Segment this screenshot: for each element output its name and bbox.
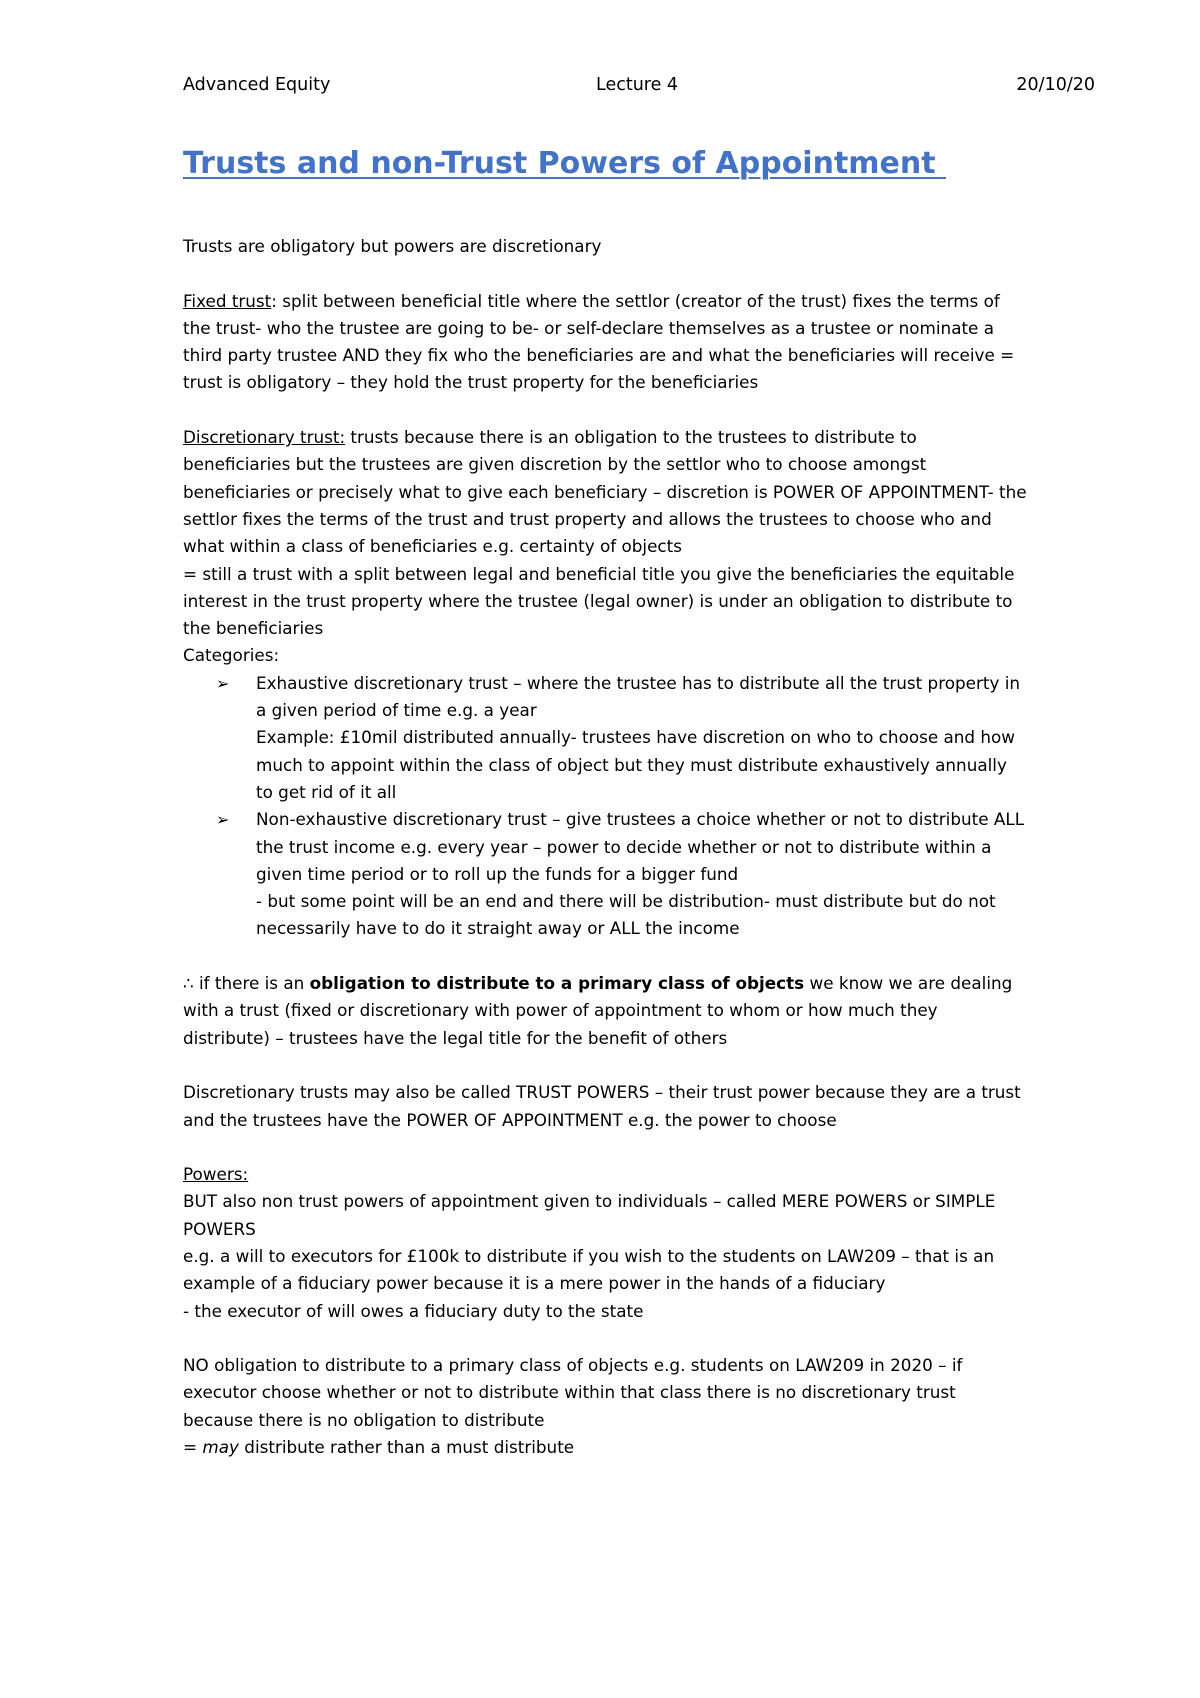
categories-list <box>183 670 1028 943</box>
list-item <box>183 670 1028 806</box>
arrow-bullet-icon: ➢ <box>216 673 230 693</box>
therefore-pre: ∴ if there is an <box>183 973 310 994</box>
discretionary-trust-label: Discretionary trust: <box>183 427 346 448</box>
therefore-paragraph <box>183 970 1028 1052</box>
trust-powers-paragraph: Discretionary trusts may also be called TRUST POWERS – their trust power because they are a trust and the trustees have the POWER OF APPOINTMENT e.g. the power to choose <box>183 1082 1021 1130</box>
header-date: 20/10/20 <box>1016 75 1095 95</box>
discretionary-trust-line2: = still a trust with a split between legal and beneficial title you give the beneficiaries the equitable interest in the trust property where the trustee (legal owner) is under an obligation to distribute to the beneficiaries <box>183 563 1015 639</box>
may-rest: distribute rather than a must distribute <box>238 1437 575 1458</box>
intro-paragraph: Trusts are obligatory but powers are discretionary <box>183 236 602 256</box>
therefore-bold: obligation to distribute to a primary class of objects <box>309 973 805 994</box>
may-distribute-line <box>183 1434 1028 1461</box>
document-title: Trusts and non-Trust Powers of Appointment <box>183 146 947 181</box>
therefore-post: we know we are dealing with a trust (fixed or discretionary with power of appointment to whom or how much they distribute) – trustees have the legal title for the benefit of others <box>183 973 1013 1048</box>
page-header <box>183 72 1095 98</box>
powers-line2: e.g. a will to executors for £100k to distribute if you wish to the students on LAW209 – that is an example of a fiduciary power because it is a mere power in the hands of a fiduciary <box>183 1245 995 1294</box>
no-obligation-paragraph: NO obligation to distribute to a primary class of objects e.g. students on LAW209 in 2020 – if executor choose whether or not to distribute within that class there is no discretionary trust because there is no obligation to distribute <box>183 1355 963 1430</box>
fixed-trust-text: : split between beneficial title where the settlor (creator of the trust) fixes the terms of the trust- who the trustee are going to be- or self-declare themselves as a trustee or nominate a third party trustee AND they fix who the beneficiaries are and what the beneficiaries will receive = trust is obligatory – they hold the trust property for the beneficiaries <box>183 290 1015 393</box>
arrow-bullet-icon: ➢ <box>216 810 230 830</box>
document-body <box>183 233 1028 1461</box>
bullet-line: Example: £10mil distributed annually- trustees have discretion on who to choose and how much to appoint within the class of object but they must distribute exhaustively annually to get rid of it all <box>256 727 1016 802</box>
categories-label: Categories: <box>183 645 280 666</box>
header-course: Advanced Equity <box>183 75 331 95</box>
may-emphasis: may <box>202 1437 239 1458</box>
powers-label: Powers: <box>183 1164 249 1185</box>
fixed-trust-label: Fixed trust <box>183 290 272 311</box>
discretionary-trust-text: trusts because there is an obligation to the trustees to distribute to beneficiaries but the trustees are given discretion by the settlor who to choose amongst beneficiaries or precisely what to give each beneficiary – discretion is POWER OF APPOINTMENT- the settlor fixes the terms of the trust and trust property and allows the trustees to choose who and what within a class of beneficiaries e.g. certainty of objects <box>183 427 1027 557</box>
list-item <box>183 806 1028 942</box>
fixed-trust-paragraph <box>183 288 1028 397</box>
powers-line3: - the executor of will owes a fiduciary duty to the state <box>183 1300 644 1321</box>
equals-sign: = <box>183 1437 203 1458</box>
bullet-line: - but some point will be an end and there will be distribution- must distribute but do not necessarily have to do it straight away or ALL the income <box>256 891 996 939</box>
bullet-line: Exhaustive discretionary trust – where the trustee has to distribute all the trust property in a given period of time e.g. a year <box>256 672 1021 721</box>
header-lecture: Lecture 4 <box>596 75 679 95</box>
powers-line1: BUT also non trust powers of appointment given to individuals – called MERE POWERS or SIMPLE POWERS <box>183 1191 996 1239</box>
discretionary-trust-paragraph <box>183 424 1028 560</box>
bullet-line: Non-exhaustive discretionary trust – give trustees a choice whether or not to distribute ALL the trust income e.g. every year – power to decide whether or not to distribute within a given time period or to roll up the funds for a bigger fund <box>256 809 1025 884</box>
